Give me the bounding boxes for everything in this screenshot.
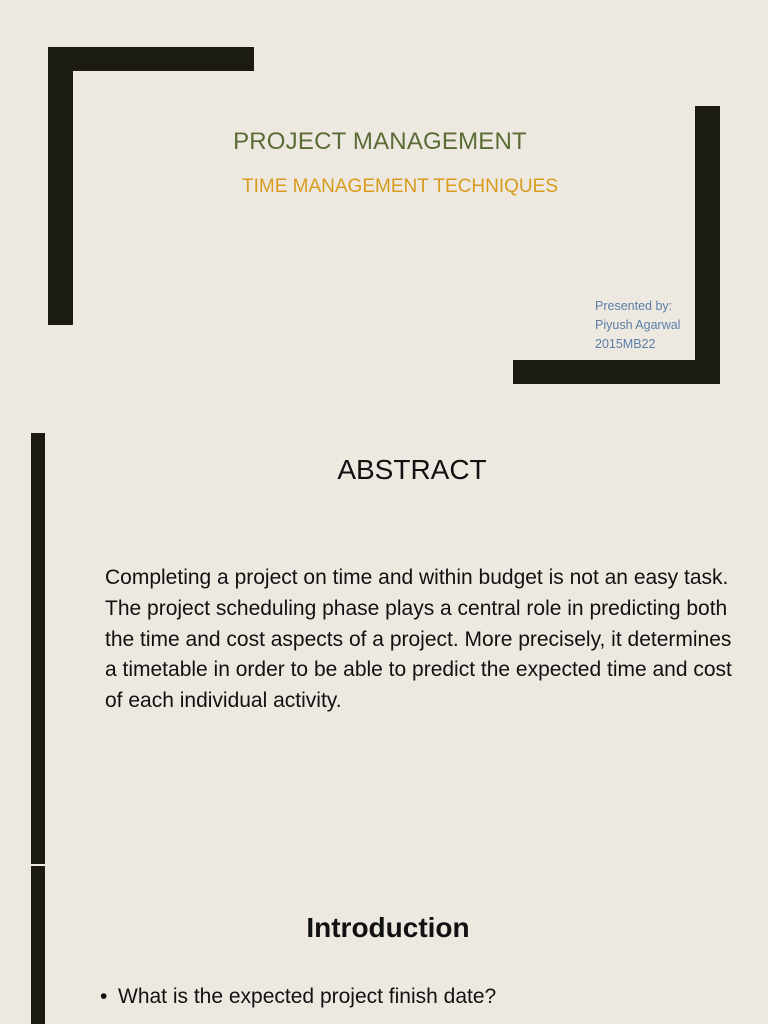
bullet-icon: • — [100, 985, 108, 1008]
introduction-heading: Introduction — [306, 912, 470, 943]
presenter-name: Piyush Agarwal — [595, 318, 681, 332]
introduction-bullet-list — [100, 985, 496, 1009]
top-left-bracket-horizontal — [48, 47, 254, 71]
presenter-id: 2015MB22 — [595, 337, 656, 351]
introduction-left-bar — [31, 866, 45, 1024]
abstract-left-bar — [31, 433, 45, 864]
bullet-text: What is the expected project finish date? — [118, 985, 497, 1008]
abstract-body: Completing a project on time and within budget is not an easy task. The project scheduling phase plays a central role in predicting both the time and cost aspects of a project. More precisely, it determines a timetable in order to be able to predict the expected time and cost of each individual activity. — [105, 566, 732, 713]
title-slide — [0, 0, 768, 410]
presentation-subtitle: TIME MANAGEMENT TECHNIQUES — [242, 176, 558, 197]
presenter-label: Presented by: — [595, 299, 673, 313]
bottom-right-bracket-horizontal — [513, 360, 720, 384]
presenter-info — [595, 297, 680, 354]
list-item — [100, 985, 496, 1009]
abstract-heading: ABSTRACT — [337, 454, 487, 485]
presentation-title: PROJECT MANAGEMENT — [233, 128, 527, 155]
